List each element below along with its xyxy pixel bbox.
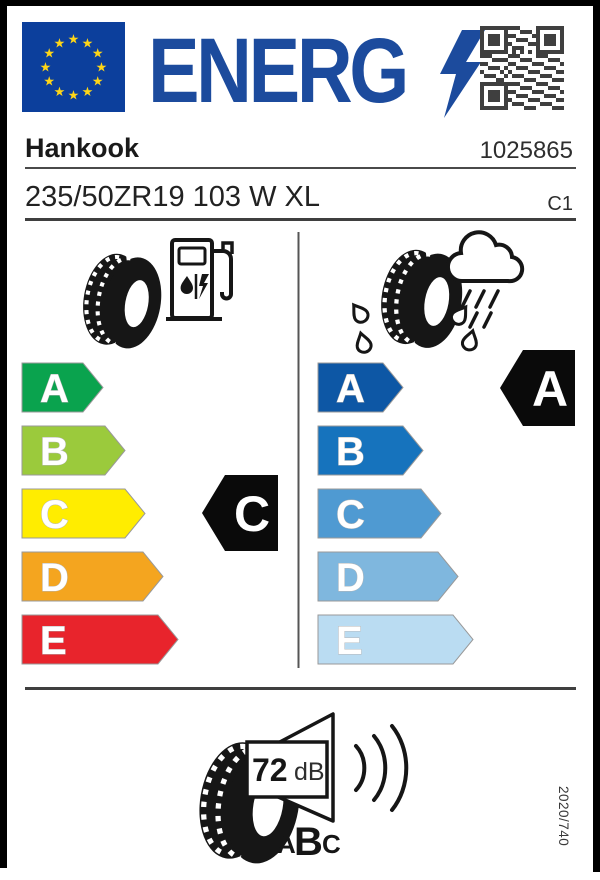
water-splash-icon [348,301,371,325]
wet-grade-letter: C [336,493,365,537]
wet-grip-pictogram [348,232,522,354]
svg-text:★: ★ [43,73,56,89]
energ-logo-text: ENERG [148,20,407,122]
svg-text:★: ★ [91,73,104,89]
wet-rating-letter: A [531,361,569,417]
fuel-efficiency-pictogram [76,240,232,353]
fuel-grade-letter: A [40,367,69,411]
frame-border-top [0,0,600,6]
water-splash-icon [461,329,480,351]
svg-text:★: ★ [67,31,80,47]
wet-grade-letter: E [336,619,363,663]
tire-icon [76,249,168,353]
fuel-pump-icon [166,240,232,319]
noise-class-c: C [322,829,341,859]
fuel-rating-indicator [202,475,278,551]
separator-line [25,218,576,221]
fuel-grade-arrow-b [22,426,125,475]
svg-text:★: ★ [67,87,80,103]
sound-waves-icon [356,726,406,810]
lightning-bolt-icon [437,30,485,118]
separator-line [25,687,576,690]
wet-grade-arrow-b [318,426,423,475]
svg-text:★: ★ [53,83,66,99]
noise-class-b-selected: B [294,820,323,864]
svg-text:★: ★ [53,35,66,51]
noise-value: 72 [252,752,288,788]
qr-code [479,25,565,111]
article-number: 1025865 [479,137,573,164]
svg-text:★: ★ [39,59,52,75]
fuel-grade-letter: D [40,556,69,600]
wet-grade-letter: A [336,367,365,411]
rating-scales-section [0,225,600,695]
svg-text:★: ★ [43,45,56,61]
wet-rating-indicator [500,350,575,426]
fuel-rating-letter: C [233,486,271,542]
noise-class-a: A [277,829,296,859]
noise-section [0,700,600,875]
svg-text:★: ★ [91,45,104,61]
tyre-dimensions: 235/50ZR19 103 W XL [25,181,321,213]
brand-name: Hankook [25,133,140,163]
water-splash-icon [354,331,373,353]
svg-text:★: ★ [95,59,108,75]
regulation-number: 2020/740 [556,786,571,847]
tyre-class: C1 [547,193,573,215]
svg-text:★: ★ [81,83,94,99]
fuel-grade-letter: B [40,430,69,474]
svg-text:★: ★ [81,35,94,51]
fuel-grade-letter: E [40,619,67,663]
eu-flag-icon [22,22,125,112]
wet-grade-letter: D [336,556,365,600]
fuel-grade-letter: C [40,493,69,537]
wet-grade-letter: B [336,430,365,474]
separator-line [25,167,576,169]
noise-unit: dB [294,758,325,786]
